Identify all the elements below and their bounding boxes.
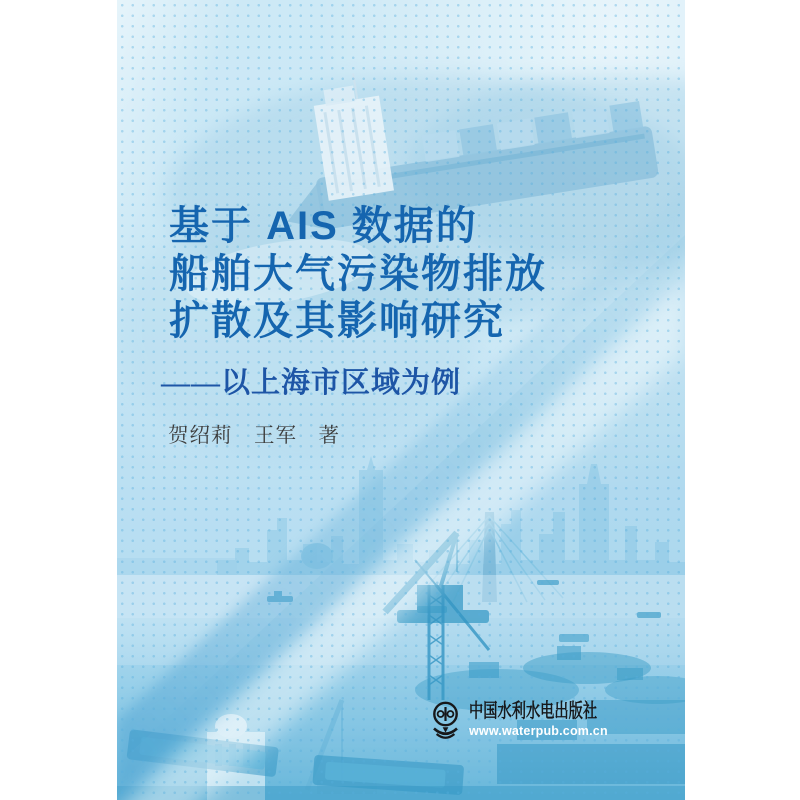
book-cover: [117, 0, 685, 800]
book-subtitle: ——以上海市区域为例: [161, 367, 462, 399]
title-line-1: 基于 AIS 数据的: [169, 204, 478, 248]
publisher-name: 中国水利水电出版社: [469, 701, 598, 722]
title-line-2: 船舶大气污染物排放: [169, 251, 547, 296]
publisher-website: www.waterpub.com.cn: [469, 724, 608, 738]
title-line-3: 扩散及其影响研究: [169, 299, 505, 343]
publisher-block: [431, 701, 645, 743]
publisher-text: [469, 701, 645, 738]
book-title: [169, 203, 547, 346]
publisher-logo-icon: [431, 701, 460, 743]
author-byline: 贺绍莉 王军 著: [168, 424, 340, 447]
